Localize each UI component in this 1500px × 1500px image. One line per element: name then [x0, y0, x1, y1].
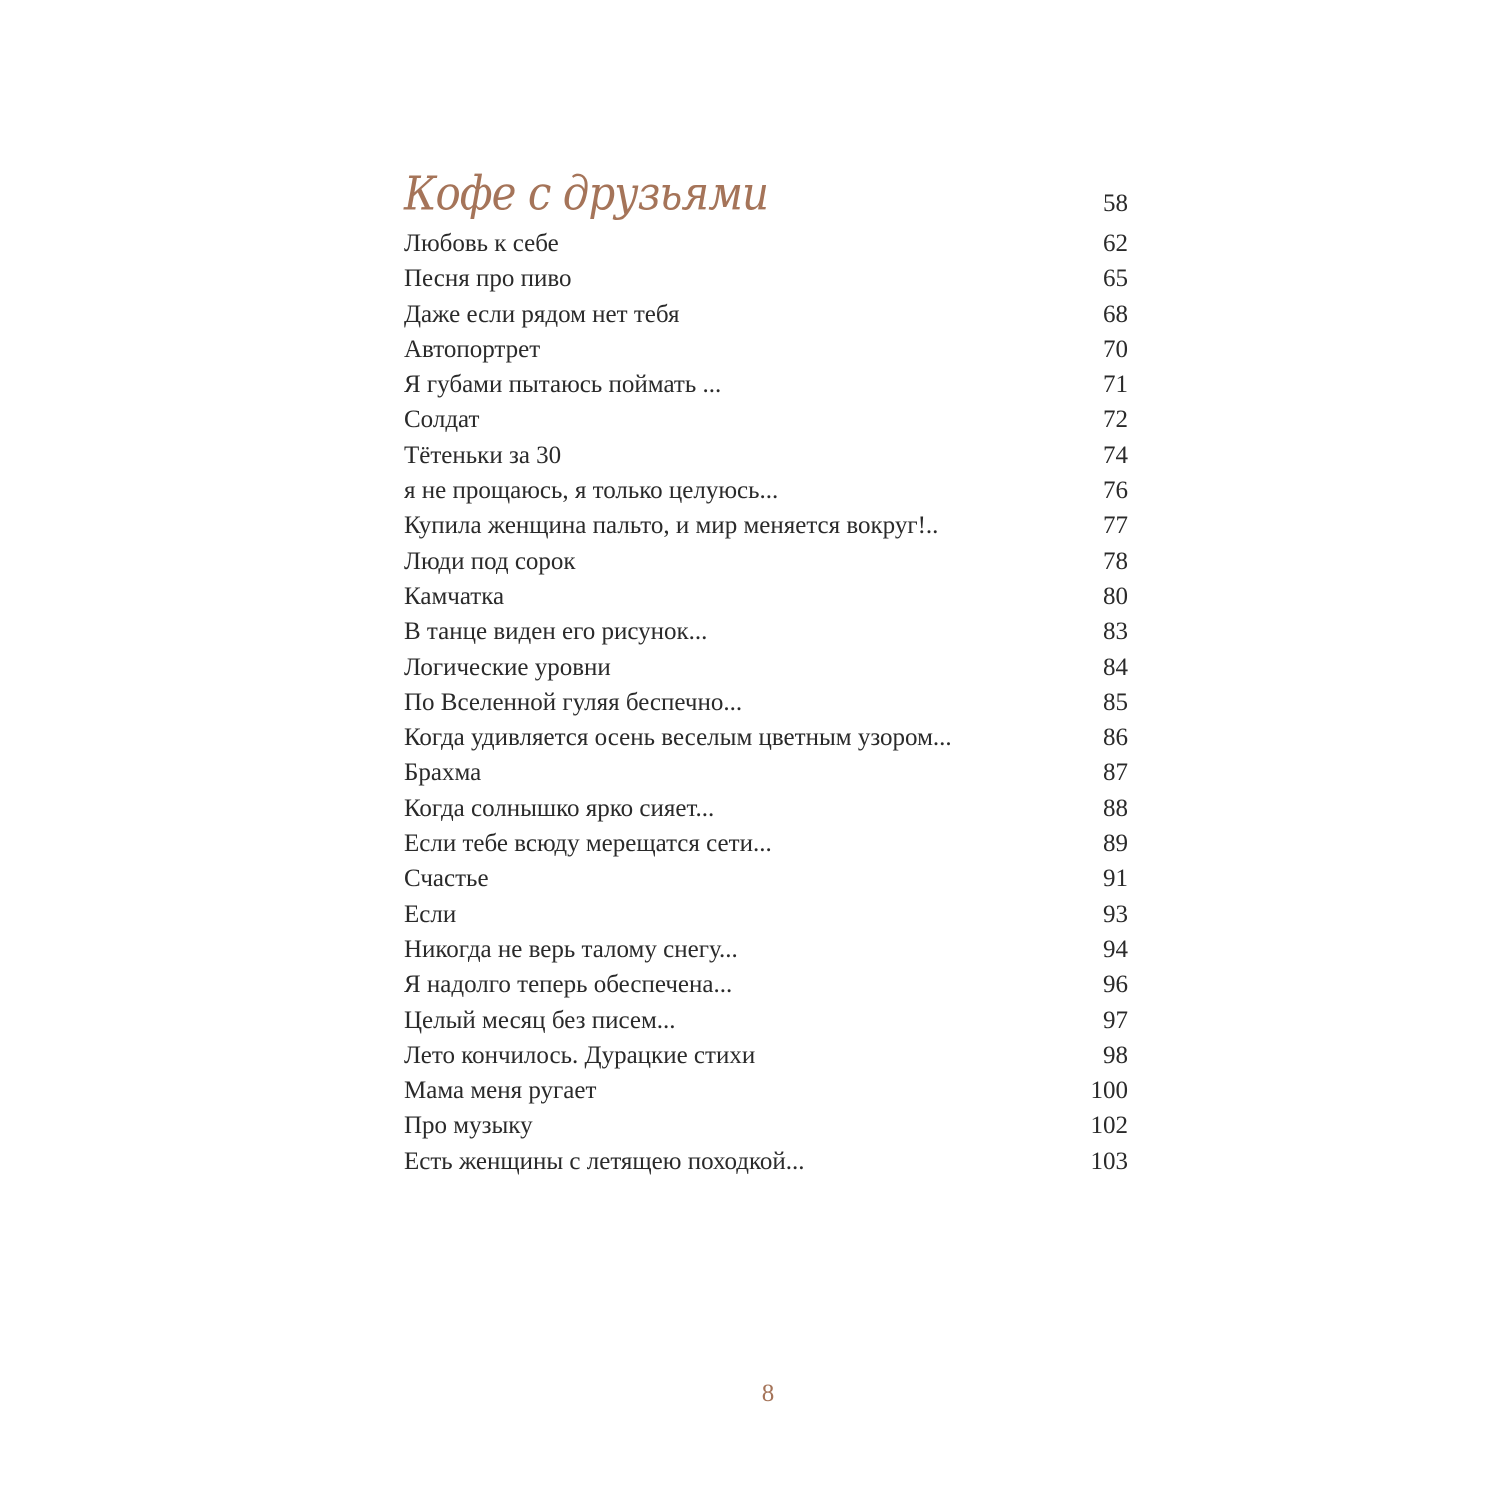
entry-title: Про музыку: [404, 1112, 533, 1140]
toc-entry: [404, 861, 1128, 896]
toc-entry: [404, 1003, 1128, 1038]
toc-entry: [404, 226, 1128, 261]
entry-title: Мама меня ругает: [404, 1077, 597, 1105]
toc-entry: [404, 967, 1128, 1002]
entry-title: Солдат: [404, 406, 480, 434]
toc-entry: [404, 791, 1128, 826]
entry-page-number: 100: [1090, 1077, 1128, 1105]
entry-title: Целый месяц без писем...: [404, 1006, 676, 1034]
entry-page-number: 97: [1103, 1006, 1128, 1034]
entry-title: Если тебе всюду мерещатся сети...: [404, 830, 772, 858]
entry-page-number: 68: [1103, 300, 1128, 328]
toc-entry: [404, 685, 1128, 720]
entry-page-number: 94: [1103, 935, 1128, 963]
entry-page-number: 85: [1103, 688, 1128, 716]
section-page-number: 58: [1103, 190, 1128, 217]
page-number: 8: [761, 1380, 775, 1407]
entry-page-number: 74: [1103, 441, 1128, 469]
entry-page-number: 83: [1103, 618, 1128, 646]
toc-entry: [404, 1108, 1128, 1143]
table-of-contents: [404, 160, 1128, 1179]
toc-entry: [404, 720, 1128, 755]
toc-entry: [404, 826, 1128, 861]
entry-title: Счастье: [404, 865, 489, 893]
entry-page-number: 71: [1103, 371, 1128, 399]
section-title: Кофе с друзьями: [404, 165, 769, 221]
entry-page-number: 93: [1103, 900, 1128, 928]
entry-title: Камчатка: [404, 582, 505, 610]
entry-page-number: 102: [1090, 1112, 1128, 1140]
entry-title: Есть женщины с летящею походкой...: [404, 1147, 805, 1175]
toc-entry: [404, 897, 1128, 932]
entry-title: Логические уровни: [404, 653, 611, 681]
toc-entry: [404, 473, 1128, 508]
entry-page-number: 87: [1103, 759, 1128, 787]
toc-entry: [404, 544, 1128, 579]
entry-page-number: 91: [1103, 865, 1128, 893]
entry-title: Люди под сорок: [404, 547, 576, 575]
entry-page-number: 96: [1103, 971, 1128, 999]
entry-title: Я надолго теперь обеспечена...: [404, 971, 733, 999]
entry-page-number: 72: [1103, 406, 1128, 434]
entry-title: По Вселенной гуляя беспечно...: [404, 688, 743, 716]
toc-entry: [404, 297, 1128, 332]
entry-page-number: 88: [1103, 794, 1128, 822]
entry-title: Когда удивляется осень веселым цветным узором...: [404, 724, 952, 752]
entry-title: Лето кончилось. Дурацкие стихи: [404, 1041, 756, 1069]
entry-page-number: 70: [1103, 335, 1128, 363]
entry-title: Если: [404, 900, 457, 928]
entry-page-number: 86: [1103, 724, 1128, 752]
toc-entry: [404, 579, 1128, 614]
entry-title: я не прощаюсь, я только целуюсь...: [404, 477, 779, 505]
entry-title: Тётеньки за 30: [404, 441, 562, 469]
section-heading: [404, 160, 1128, 226]
entry-title: Купила женщина пальто, и мир меняется вокруг!..: [404, 512, 939, 540]
toc-entry: [404, 932, 1128, 967]
toc-entry: [404, 438, 1128, 473]
entry-page-number: 62: [1103, 230, 1128, 257]
toc-entry: [404, 367, 1128, 402]
entry-title: Никогда не верь талому снегу...: [404, 935, 738, 963]
entry-title: В танце виден его рисунок...: [404, 618, 708, 646]
toc-entry: [404, 1144, 1128, 1179]
entry-page-number: 84: [1103, 653, 1128, 681]
toc-entry: [404, 755, 1128, 790]
entry-title: Брахма: [404, 759, 482, 787]
toc-entry: [404, 508, 1128, 543]
entry-page-number: 76: [1103, 477, 1128, 505]
entry-title: Песня про пиво: [404, 265, 572, 293]
toc-entry: [404, 614, 1128, 649]
entry-title: Автопортрет: [404, 335, 541, 363]
toc-entry: [404, 1038, 1128, 1073]
entry-page-number: 78: [1103, 547, 1128, 575]
entry-title: Любовь к себе: [404, 230, 559, 257]
entry-page-number: 65: [1103, 265, 1128, 293]
entry-page-number: 80: [1103, 582, 1128, 610]
toc-entry: [404, 650, 1128, 685]
entry-page-number: 89: [1103, 830, 1128, 858]
toc-entry: [404, 261, 1128, 296]
entry-title: Я губами пытаюсь поймать ...: [404, 371, 722, 399]
toc-entry: [404, 402, 1128, 437]
entry-title: Когда солнышко ярко сияет...: [404, 794, 715, 822]
toc-entry: [404, 332, 1128, 367]
toc-entry: [404, 1073, 1128, 1108]
entry-page-number: 77: [1103, 512, 1128, 540]
entry-title: Даже если рядом нет тебя: [404, 300, 680, 328]
entry-page-number: 98: [1103, 1041, 1128, 1069]
entry-page-number: 103: [1090, 1147, 1128, 1175]
